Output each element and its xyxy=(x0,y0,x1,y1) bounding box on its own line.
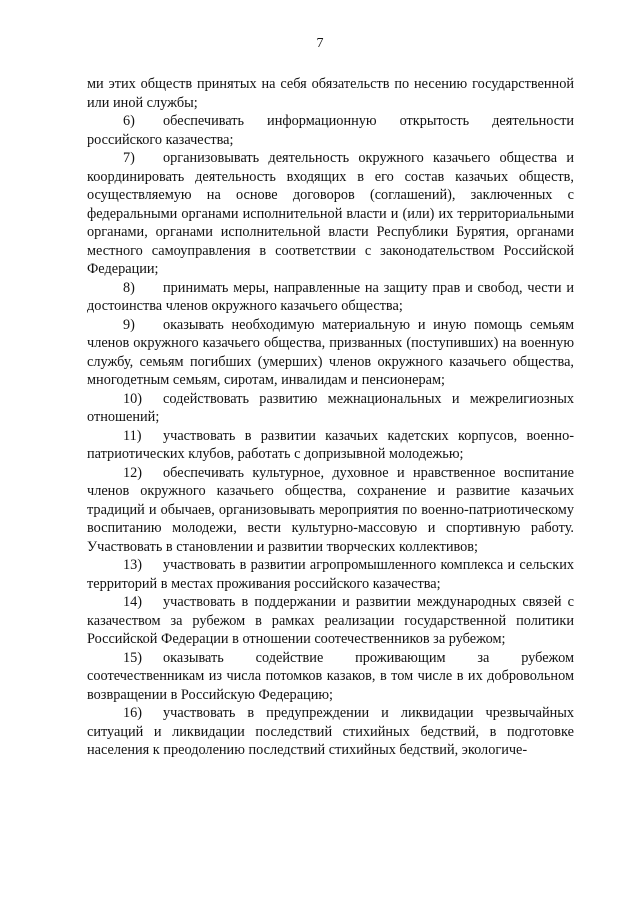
list-item-number: 13) xyxy=(123,557,143,573)
list-item-text: оказывать содействие проживающим за рубежом соотечественникам из числа потомков казаков, в том числе в их добровольном возвращении в Российскую Федерацию; xyxy=(87,649,574,703)
list-item-number: 10) xyxy=(123,390,143,407)
page-number: 7 xyxy=(316,36,324,51)
list-item-number: 16) xyxy=(123,705,143,721)
list-item-6 xyxy=(87,112,574,149)
list-item-7 xyxy=(87,149,574,279)
list-item-text: организовывать деятельность окружного казачьего общества и координировать деятельность входящих в его состав казачьих обществ, осуществляемую на основе договоров (соглашений), заключенных с федеральными органами исполнительной власти и (или) их территориальными органами, органами исполнительной власти Республики Бурятия, органами местного самоуправления в соответствии с законодательством Российской Федерации; xyxy=(87,150,574,277)
list-item-text: участвовать в развитии казачьих кадетских корпусов, военно-патриотических клубов, работать с допризывной молодежью; xyxy=(87,427,574,462)
list-item-10 xyxy=(87,390,574,427)
paragraph-text: ми этих обществ принятых на себя обязательств по несению государственной или иной службы; xyxy=(87,76,574,111)
list-item-number: 12) xyxy=(123,464,143,481)
list-item-14 xyxy=(87,593,574,649)
list-item-text: участвовать в предупреждении и ликвидации чрезвычайных ситуаций и ликвидации последствий стихийных бедствий, в подготовке населения к преодолению последствий стихийных бедствий, экологиче- xyxy=(87,705,574,758)
list-item-text: оказывать необходимую материальную и иную помощь семьям членов окружного казачьего общества, призванных (поступивших) на военную службу, семьям погибших (умерших) членов окружного казачьего общества, многодетным семьям, сиротам, инвалидам и пенсионерам; xyxy=(87,316,574,388)
list-item-text: обеспечивать культурное, духовное и нравственное воспитание членов окружного казачьего общества, сохранение и развитие казачьих традиций и обычаев, организовывать мероприятия по военно-патриотическому воспитанию молодежи, вести культурно-массовую и спортивную работу. Участвовать в становлении и развитии творческих коллективов; xyxy=(87,464,574,555)
list-item-11 xyxy=(87,427,574,464)
document-body xyxy=(87,75,574,760)
list-item-text: обеспечивать информационную открытость деятельности российского казачества; xyxy=(87,113,574,148)
list-item-number: 15) xyxy=(123,649,143,666)
list-item-number: 6) xyxy=(123,113,135,129)
list-item-text: принимать меры, направленные на защиту прав и свобод, чести и достоинства членов окружного казачьего общества; xyxy=(87,279,574,314)
list-item-number: 9) xyxy=(123,316,135,333)
list-item-text: содействовать развитию межнациональных и межрелигиозных отношений; xyxy=(87,390,574,425)
list-item-number: 14) xyxy=(123,594,143,610)
list-item-9 xyxy=(87,316,574,390)
list-item-16 xyxy=(87,704,574,760)
list-item-number: 8) xyxy=(123,279,135,296)
list-item-13 xyxy=(87,556,574,593)
list-item-8 xyxy=(87,279,574,316)
list-item-text: участвовать в развитии агропромышленного комплекса и сельских территорий в местах проживания российского казачества; xyxy=(87,557,574,592)
list-item-number: 7) xyxy=(123,150,135,166)
list-item-text: участвовать в поддержании и развитии международных связей с казачеством за рубежом в рамках реализации государственной политики Российской Федерации в отношении соотечественников за рубежом; xyxy=(87,594,574,647)
list-item-15 xyxy=(87,649,574,705)
list-item-number: 11) xyxy=(123,427,142,444)
list-item-12 xyxy=(87,464,574,557)
paragraph-continuation xyxy=(87,75,574,112)
